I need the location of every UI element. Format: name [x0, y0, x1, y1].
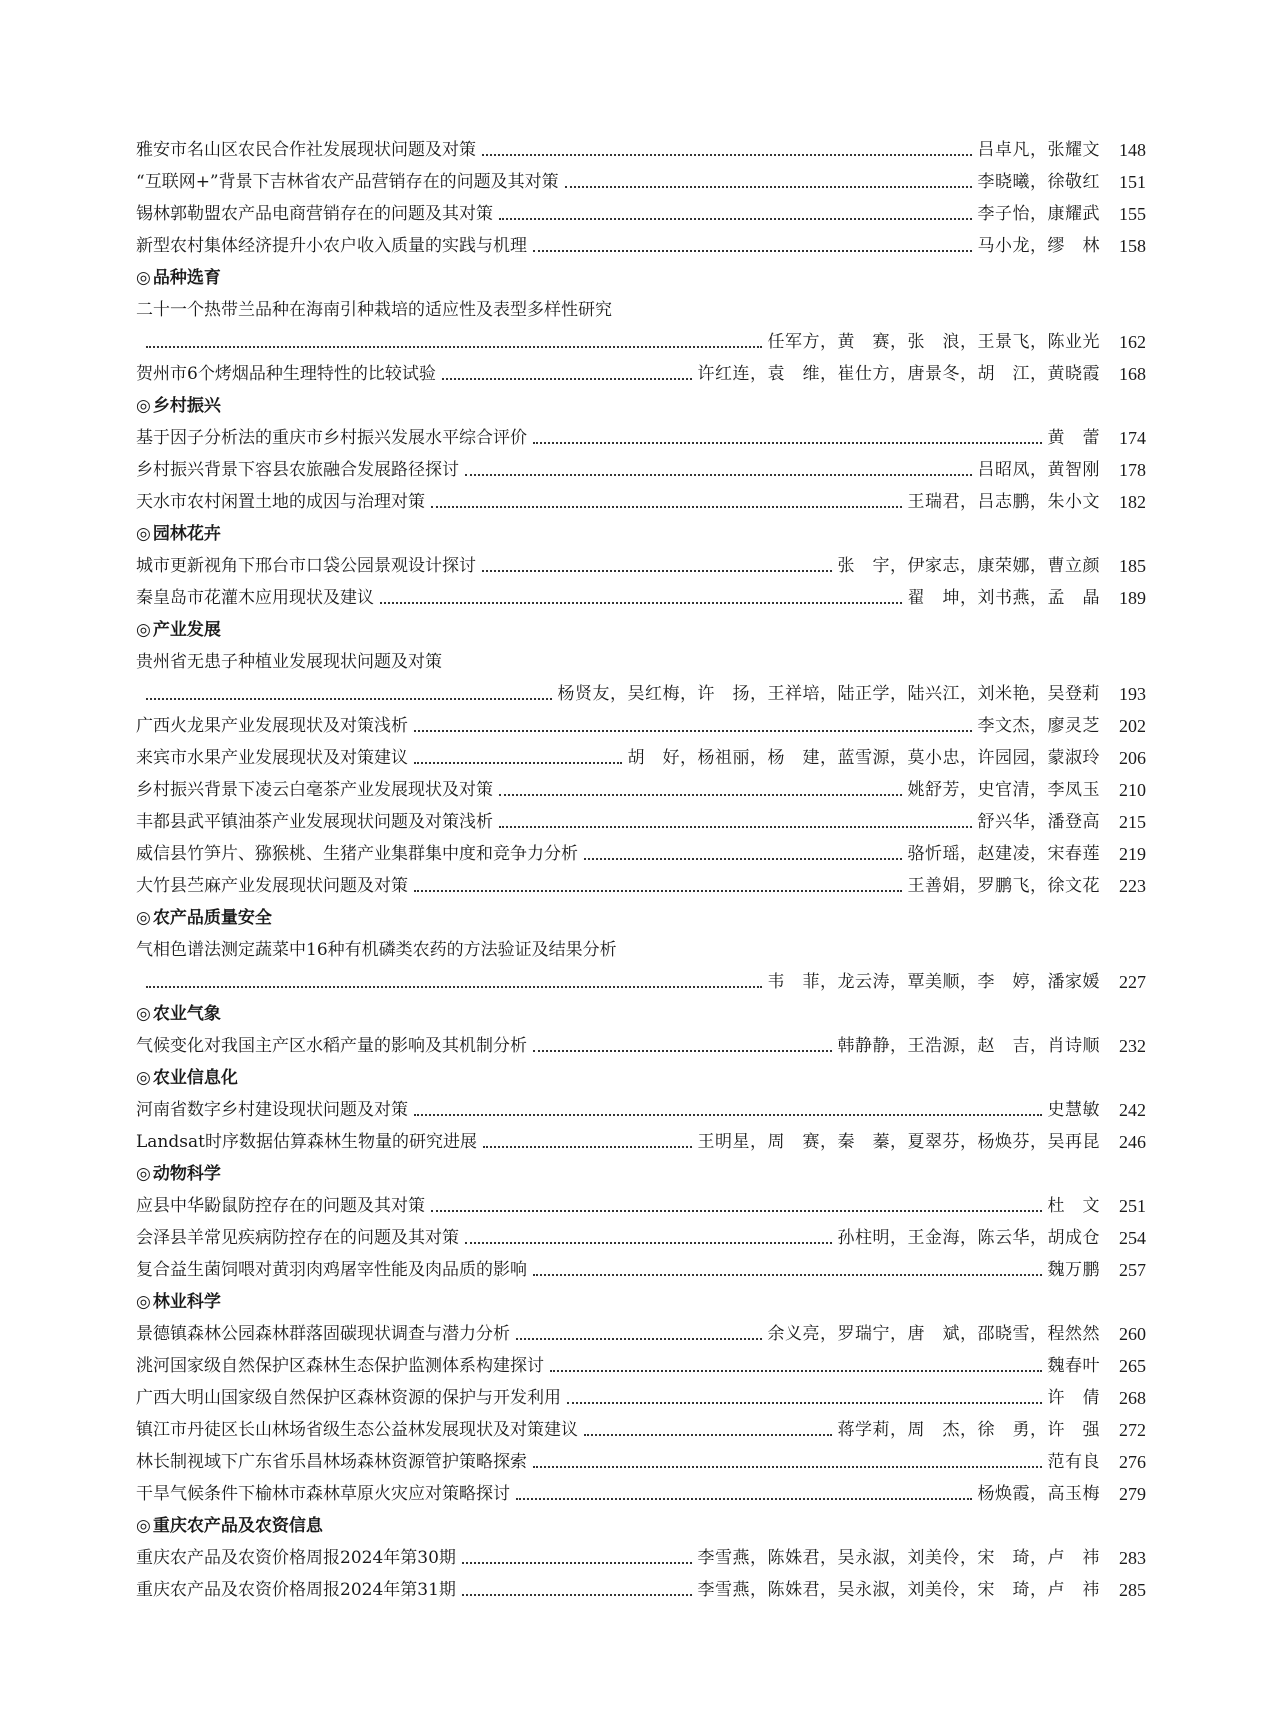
entry-authors: 史慧敏 — [1047, 1100, 1100, 1120]
leader-dots — [414, 890, 902, 892]
entry-authors: 杜 文 — [1047, 1196, 1100, 1216]
entry-authors: 骆忻瑶，赵建凌，宋春莲 — [907, 844, 1100, 864]
leader-dots — [516, 1498, 972, 1500]
entry-title: 乡村振兴背景下凌云白毫茶产业发展现状及对策 — [136, 780, 493, 800]
entry-title: 复合益生菌饲喂对黄羽肉鸡屠宰性能及肉品质的影响 — [136, 1260, 527, 1280]
toc-entry[interactable] — [136, 321, 1146, 353]
toc-entry[interactable] — [136, 1345, 1146, 1377]
leader-dots — [414, 762, 622, 764]
entry-page-number: 202 — [1119, 716, 1146, 736]
toc-entry[interactable] — [136, 737, 1146, 769]
entry-title: 贺州市6个烤烟品种生理特性的比较试验 — [136, 364, 436, 384]
leader-dots — [533, 1050, 832, 1052]
entry-title: 重庆农产品及农资价格周报2024年第31期 — [136, 1580, 456, 1600]
toc-entry[interactable] — [136, 417, 1146, 449]
entry-title: 会泽县羊常见疾病防控存在的问题及其对策 — [136, 1228, 459, 1248]
entry-authors: 李文杰，廖灵芝 — [977, 716, 1100, 736]
leader-dots — [516, 1338, 762, 1340]
leader-dots — [462, 1594, 692, 1596]
section-marker-icon: ◎ — [136, 524, 151, 544]
leader-dots — [584, 858, 902, 860]
entry-title: 天水市农村闲置土地的成因与治理对策 — [136, 492, 425, 512]
section-marker-icon: ◎ — [136, 1516, 151, 1536]
leader-dots — [465, 1242, 832, 1244]
section-heading — [136, 385, 1146, 417]
leader-dots — [483, 1146, 692, 1148]
toc-entry-title-line[interactable] — [136, 289, 1146, 321]
entry-page-number: 223 — [1119, 876, 1146, 896]
section-heading — [136, 993, 1146, 1025]
section-title: 重庆农产品及农资信息 — [152, 1516, 323, 1536]
leader-dots — [482, 570, 832, 572]
entry-title: 应县中华鼢鼠防控存在的问题及其对策 — [136, 1196, 425, 1216]
toc-entry[interactable] — [136, 1121, 1146, 1153]
entry-title: 基于因子分析法的重庆市乡村振兴发展水平综合评价 — [136, 428, 527, 448]
entry-title: 重庆农产品及农资价格周报2024年第30期 — [136, 1548, 456, 1568]
section-marker-icon: ◎ — [136, 1164, 151, 1184]
toc-entry[interactable] — [136, 1537, 1146, 1569]
entry-page-number: 251 — [1119, 1196, 1146, 1216]
leader-dots — [146, 986, 762, 988]
toc-entry[interactable] — [136, 449, 1146, 481]
entry-title: 威信县竹笋片、猕猴桃、生猪产业集群集中度和竞争力分析 — [136, 844, 578, 864]
entry-authors: 余义亮，罗瑞宁，唐 斌，邵晓雪，程然然 — [767, 1324, 1100, 1344]
entry-authors: 舒兴华，潘登高 — [977, 812, 1100, 832]
entry-page-number: 215 — [1119, 812, 1146, 832]
entry-authors: 魏万鹏 — [1047, 1260, 1100, 1280]
leader-dots — [499, 218, 972, 220]
entry-authors: 许 倩 — [1047, 1388, 1100, 1408]
section-heading — [136, 1153, 1146, 1185]
entry-authors: 王明星，周 赛，秦 蓁，夏翠芬，杨焕芬，吴再昆 — [697, 1132, 1100, 1152]
entry-page-number: 283 — [1119, 1548, 1146, 1568]
entry-page-number: 257 — [1119, 1260, 1146, 1280]
toc-entry[interactable] — [136, 161, 1146, 193]
toc-entry[interactable] — [136, 1089, 1146, 1121]
section-title: 产业发展 — [152, 620, 221, 640]
leader-dots — [431, 1210, 1042, 1212]
section-heading — [136, 513, 1146, 545]
entry-title: 镇江市丹徒区长山林场省级生态公益林发展现状及对策建议 — [136, 1420, 578, 1440]
entry-title: 乡村振兴背景下容县农旅融合发展路径探讨 — [136, 460, 459, 480]
entry-authors: 马小龙，缪 林 — [977, 236, 1100, 256]
toc-entry[interactable] — [136, 769, 1146, 801]
toc-entry[interactable] — [136, 1441, 1146, 1473]
entry-page-number: 168 — [1119, 364, 1146, 384]
section-heading — [136, 609, 1146, 641]
entry-title: 二十一个热带兰品种在海南引种栽培的适应性及表型多样性研究 — [136, 300, 612, 320]
entry-authors: 杨贤友，吴红梅，许 扬，王祥培，陆正学，陆兴江，刘米艳，吴登莉 — [557, 684, 1100, 704]
toc-entry[interactable] — [136, 1377, 1146, 1409]
section-marker-icon: ◎ — [136, 620, 151, 640]
toc-entry[interactable] — [136, 705, 1146, 737]
entry-page-number: 210 — [1119, 780, 1146, 800]
section-heading — [136, 1281, 1146, 1313]
entry-title: 贵州省无患子种植业发展现状问题及对策 — [136, 652, 442, 672]
entry-authors: 任军方，黄 赛，张 浪，王景飞，陈业光 — [767, 332, 1100, 352]
leader-dots — [414, 730, 972, 732]
toc-entry[interactable] — [136, 1409, 1146, 1441]
entry-page-number: 174 — [1119, 428, 1146, 448]
entry-authors: 孙柱明，王金海，陈云华，胡成仓 — [837, 1228, 1100, 1248]
entry-authors: 吕卓凡，张耀文 — [977, 140, 1100, 160]
toc-entry[interactable] — [136, 353, 1146, 385]
toc-entry[interactable] — [136, 1569, 1146, 1601]
entry-title: 气候变化对我国主产区水稻产量的影响及其机制分析 — [136, 1036, 527, 1056]
section-title: 动物科学 — [152, 1164, 221, 1184]
entry-page-number: 276 — [1119, 1452, 1146, 1472]
entry-title: “互联网+”背景下吉林省农产品营销存在的问题及其对策 — [136, 172, 559, 192]
leader-dots — [533, 442, 1042, 444]
entry-page-number: 193 — [1119, 684, 1146, 704]
section-title: 农业信息化 — [152, 1068, 238, 1088]
entry-authors: 王善娟，罗鹏飞，徐文花 — [907, 876, 1100, 896]
entry-authors: 黄 蕾 — [1047, 428, 1100, 448]
entry-page-number: 189 — [1119, 588, 1146, 608]
section-title: 农产品质量安全 — [152, 908, 272, 928]
toc-entry[interactable] — [136, 961, 1146, 993]
entry-title: 锡林郭勒盟农产品电商营销存在的问题及其对策 — [136, 204, 493, 224]
toc-entry[interactable] — [136, 865, 1146, 897]
toc-entry[interactable] — [136, 1185, 1146, 1217]
entry-page-number: 148 — [1119, 140, 1146, 160]
entry-authors: 李雪燕，陈姝君，吴永淑，刘美伶，宋 琦，卢 祎 — [697, 1548, 1100, 1568]
entry-page-number: 254 — [1119, 1228, 1146, 1248]
section-marker-icon: ◎ — [136, 268, 151, 288]
entry-page-number: 158 — [1119, 236, 1146, 256]
entry-page-number: 182 — [1119, 492, 1146, 512]
entry-page-number: 178 — [1119, 460, 1146, 480]
entry-page-number: 227 — [1119, 972, 1146, 992]
toc-entry[interactable] — [136, 1025, 1146, 1057]
entry-page-number: 219 — [1119, 844, 1146, 864]
entry-page-number: 246 — [1119, 1132, 1146, 1152]
entry-authors: 魏春叶 — [1047, 1356, 1100, 1376]
entry-title: 洮河国家级自然保护区森林生态保护监测体系构建探讨 — [136, 1356, 544, 1376]
entry-page-number: 265 — [1119, 1356, 1146, 1376]
leader-dots — [146, 698, 552, 700]
entry-title: 秦皇岛市花灌木应用现状及建议 — [136, 588, 374, 608]
entry-title: 广西火龙果产业发展现状及对策浅析 — [136, 716, 408, 736]
entry-authors: 李子怡，康耀武 — [977, 204, 1100, 224]
section-marker-icon: ◎ — [136, 908, 151, 928]
entry-title: 景德镇森林公园森林群落固碳现状调查与潜力分析 — [136, 1324, 510, 1344]
section-heading — [136, 897, 1146, 929]
entry-authors: 姚舒芳，史官清，李凤玉 — [907, 780, 1100, 800]
toc-entry[interactable] — [136, 673, 1146, 705]
entry-page-number: 260 — [1119, 1324, 1146, 1344]
entry-page-number: 268 — [1119, 1388, 1146, 1408]
leader-dots — [442, 378, 692, 380]
entry-title: 干旱气候条件下榆林市森林草原火灾应对策略探讨 — [136, 1484, 510, 1504]
section-heading — [136, 257, 1146, 289]
toc-entry[interactable] — [136, 801, 1146, 833]
leader-dots — [380, 602, 902, 604]
entry-page-number: 185 — [1119, 556, 1146, 576]
leader-dots — [533, 1274, 1042, 1276]
entry-page-number: 155 — [1119, 204, 1146, 224]
leader-dots — [414, 1114, 1042, 1116]
entry-authors: 李晓曦，徐敬红 — [977, 172, 1100, 192]
entry-authors: 翟 坤，刘书燕，孟 晶 — [907, 588, 1100, 608]
section-marker-icon: ◎ — [136, 1004, 151, 1024]
entry-authors: 王瑞君，吕志鹏，朱小文 — [907, 492, 1100, 512]
entry-authors: 张 宇，伊家志，康荣娜，曹立颜 — [837, 556, 1100, 576]
entry-title: 广西大明山国家级自然保护区森林资源的保护与开发利用 — [136, 1388, 561, 1408]
entry-page-number: 206 — [1119, 748, 1146, 768]
entry-authors: 韦 菲，龙云涛，覃美顺，李 婷，潘家媛 — [767, 972, 1100, 992]
entry-title: 丰都县武平镇油茶产业发展现状问题及对策浅析 — [136, 812, 493, 832]
toc-entry[interactable] — [136, 833, 1146, 865]
leader-dots — [499, 794, 902, 796]
entry-title: 林长制视域下广东省乐昌林场森林资源管护策略探索 — [136, 1452, 527, 1472]
entry-title: 雅安市名山区农民合作社发展现状问题及对策 — [136, 140, 476, 160]
leader-dots — [565, 186, 972, 188]
entry-page-number: 285 — [1119, 1580, 1146, 1600]
entry-page-number: 232 — [1119, 1036, 1146, 1056]
entry-title: 气相色谱法测定蔬菜中16种有机磷类农药的方法验证及结果分析 — [136, 940, 617, 960]
leader-dots — [482, 154, 972, 156]
toc-entry[interactable] — [136, 129, 1146, 161]
leader-dots — [533, 250, 972, 252]
section-marker-icon: ◎ — [136, 396, 151, 416]
section-title: 品种选育 — [152, 268, 221, 288]
entry-page-number: 242 — [1119, 1100, 1146, 1120]
leader-dots — [146, 346, 762, 348]
section-marker-icon: ◎ — [136, 1068, 151, 1088]
entry-authors: 韩静静，王浩源，赵 吉，肖诗顺 — [837, 1036, 1100, 1056]
entry-authors: 杨焕霞，高玉梅 — [977, 1484, 1100, 1504]
section-heading — [136, 1505, 1146, 1537]
section-marker-icon: ◎ — [136, 1292, 151, 1312]
toc-entry[interactable] — [136, 1313, 1146, 1345]
entry-title: 新型农村集体经济提升小农户收入质量的实践与机理 — [136, 236, 527, 256]
entry-authors: 范有良 — [1047, 1452, 1100, 1472]
section-title: 乡村振兴 — [152, 396, 221, 416]
leader-dots — [465, 474, 972, 476]
toc-entry[interactable] — [136, 1249, 1146, 1281]
section-title: 林业科学 — [152, 1292, 221, 1312]
toc-entry-title-line[interactable] — [136, 929, 1146, 961]
entry-title: 来宾市水果产业发展现状及对策建议 — [136, 748, 408, 768]
leader-dots — [584, 1434, 832, 1436]
leader-dots — [533, 1466, 1042, 1468]
toc-entry[interactable] — [136, 193, 1146, 225]
section-title: 园林花卉 — [152, 524, 221, 544]
toc-entry[interactable] — [136, 1473, 1146, 1505]
entry-title: 河南省数字乡村建设现状问题及对策 — [136, 1100, 408, 1120]
entry-page-number: 272 — [1119, 1420, 1146, 1440]
leader-dots — [550, 1370, 1042, 1372]
toc-entry[interactable] — [136, 225, 1146, 257]
entry-page-number: 151 — [1119, 172, 1146, 192]
entry-authors: 许红连，袁 维，崔仕方，唐景冬，胡 江，黄晓霞 — [697, 364, 1100, 384]
toc-entry[interactable] — [136, 481, 1146, 513]
entry-page-number: 162 — [1119, 332, 1146, 352]
toc-entry[interactable] — [136, 545, 1146, 577]
section-title: 农业气象 — [152, 1004, 221, 1024]
leader-dots — [462, 1562, 692, 1564]
entry-title: Landsat时序数据估算森林生物量的研究进展 — [136, 1132, 477, 1152]
entry-title: 大竹县苎麻产业发展现状问题及对策 — [136, 876, 408, 896]
entry-authors: 蒋学莉，周 杰，徐 勇，许 强 — [837, 1420, 1100, 1440]
entry-authors: 李雪燕，陈姝君，吴永淑，刘美伶，宋 琦，卢 祎 — [697, 1580, 1100, 1600]
toc-entry[interactable] — [136, 577, 1146, 609]
table-of-contents — [136, 129, 1146, 1601]
entry-authors: 吕昭凤，黄智刚 — [977, 460, 1100, 480]
leader-dots — [431, 506, 902, 508]
entry-title: 城市更新视角下邢台市口袋公园景观设计探讨 — [136, 556, 476, 576]
section-heading — [136, 1057, 1146, 1089]
leader-dots — [499, 826, 972, 828]
entry-authors: 胡 好，杨祖丽，杨 建，蓝雪源，莫小忠，许园园，蒙淑玲 — [627, 748, 1100, 768]
leader-dots — [567, 1402, 1042, 1404]
entry-page-number: 279 — [1119, 1484, 1146, 1504]
toc-entry-title-line[interactable] — [136, 641, 1146, 673]
toc-entry[interactable] — [136, 1217, 1146, 1249]
